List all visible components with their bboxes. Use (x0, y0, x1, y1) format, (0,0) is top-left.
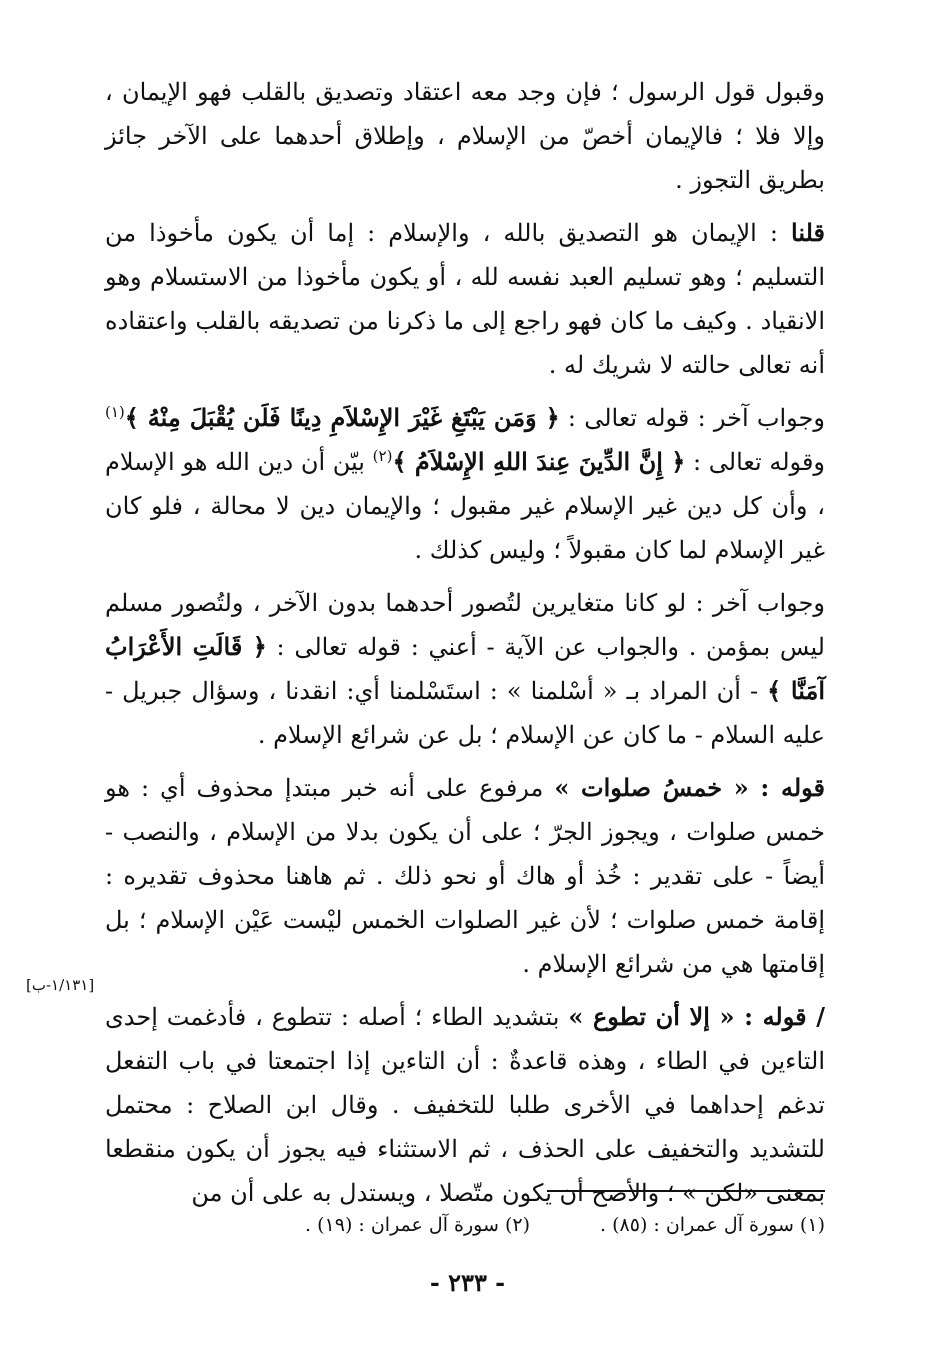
footnote-2: (٢) سورة آل عمران : (١٩) . (305, 1214, 531, 1236)
paragraph-4-text-a: وجواب آخر : لو كانا متغايرين لتُصور أحدهما بدون الآخر ، ولتُصور مسلم ليس بمؤمن . والجواب عن الآية - أعني : قوله تعالى : (105, 589, 825, 661)
paragraph-6-text: بتشديد الطاء ؛ أصله : تتطوع ، فأدغمت إحدى التاءين في الطاء ، وهذه قاعدةٌ : أن التاءين إذا اجتمعتا في باب التفعل تدغم إحداهما في الأخرى طلبا للتخفيف . وقال ابن الصلاح : محتمل للتشديد والتخفيف على الحذف ، ثم الاستثناء فيه يجوز أن يكون منقطعا بمعنى «لكن » ؛ والأصح أن يكون متّصلا ، ويستدل به على أن من (105, 1003, 826, 1207)
paragraph-5 (105, 766, 825, 986)
quran-verse-1: ﴿ وَمَن يَبْتَغِ غَيْرَ الإِسْلاَمِ دِينًا فَلَن يُقْبَلَ مِنْهُ ﴾ (124, 403, 560, 432)
paragraph-3-text-c: بيّن أن دين الله هو الإسلام ، وأن كل دين غير الإسلام غير مقبول ؛ والإيمان دين لا محالة ، فلو كان غير الإسلام لما كان مقبولاً ؛ وليس كذلك . (105, 448, 825, 564)
paragraph-3 (105, 396, 825, 572)
quran-verse-3: ﴿ قَالَتِ الأَعْرَابُ آمَنَّا ﴾ (105, 632, 825, 705)
paragraph-1 (105, 70, 825, 202)
quran-verse-2: ﴿ إِنَّ الدِّينَ عِندَ اللهِ الإِسْلاَمُ ﴾ (392, 447, 686, 476)
paragraph-2-lead: قلنا (791, 218, 825, 247)
paragraph-4 (105, 581, 825, 757)
paragraph-3-text-b: وقوله تعالى : (685, 448, 826, 476)
paragraph-5-lead: قوله : « خمسُ صلوات » (554, 773, 825, 802)
paragraph-1-text: وقبول قول الرسول ؛ فإن وجد معه اعتقاد وتصديق بالقلب فهو الإيمان ، وإلا فلا ؛ فالإيمان أخصّ من الإسلام ، وإطلاق أحدهما على الآخر جائز بطريق التجوز . (105, 78, 825, 194)
footnotes (105, 1210, 825, 1240)
page-body (105, 70, 825, 1224)
paragraph-2 (105, 211, 825, 387)
paragraph-5-text: مرفوع على أنه خبر مبتدإ محذوف أي : هو خمس صلوات ، ويجوز الجرّ ؛ على أن يكون بدلا من الإسلام ، والنصب - أيضاً - على تقدير : خُذ أو هاك أو نحو ذلك . ثم هاهنا محذوف تقديره : إقامة خمس صلوات ؛ لأن غير الصلوات الخمس ليْست عَيْن الإسلام ؛ بل إقامتها هي من شرائع الإسلام . (105, 774, 825, 978)
paragraph-2-text: : الإيمان هو التصديق بالله ، والإسلام : إما أن يكون مأخوذا من التسليم ؛ وهو تسليم العبد نفسه لله ، أو يكون مأخوذا من الاستسلام وهو الانقياد . وكيف ما كان فهو راجع إلى ما ذكرنا من تصديقه بالقلب واعتقاده أنه تعالى حالته لا شريك له . (105, 219, 825, 379)
paragraph-6-lead: / قوله : « إلا أن تطوع » (568, 1002, 825, 1031)
page-number: - ٢٣٣ - (429, 1268, 506, 1297)
paragraph-4-text-b: - أن المراد بـ « أسْلمنا » : استَسْلمنا أي: انقدنا ، وسؤال جبريل - عليه السلام - ما كان عن الإسلام ؛ بل عن شرائع الإسلام . (105, 677, 825, 749)
paragraph-6 (105, 995, 825, 1215)
manuscript-folio-note: [١/١٣١-ب] (26, 976, 95, 994)
footnote-1: (١) سورة آل عمران : (٨٥) . (600, 1214, 825, 1236)
footnote-ref-2: (٢) (372, 447, 393, 465)
footnote-divider (547, 1190, 825, 1192)
footnote-ref-1: (١) (105, 403, 125, 421)
paragraph-3-text-a: وجواب آخر : قوله تعالى : (559, 404, 825, 432)
